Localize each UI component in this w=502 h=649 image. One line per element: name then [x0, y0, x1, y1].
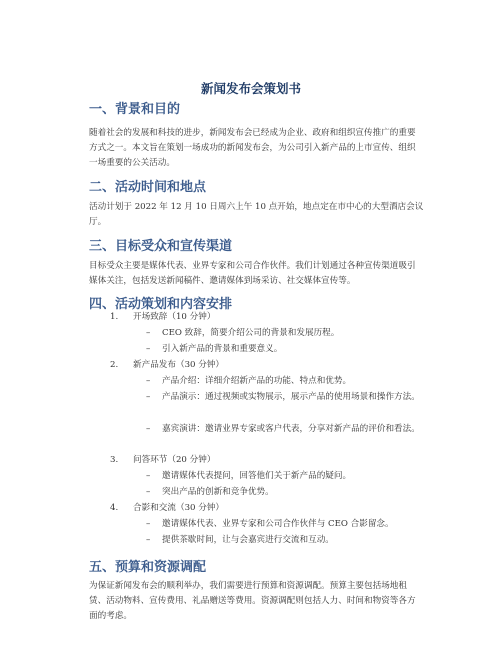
section-body-budget: 为保证新闻发布会的顺利举办，我们需要进行预算和资源调配。预算主要包括场地租赁、活动物料、宣传费用、礼品赠送等费用。资源调配则包括人力、时间和物资等各方面的考虑。 — [89, 581, 416, 621]
dash-bullet: – — [146, 424, 151, 434]
list-item-number: 3. — [110, 455, 119, 465]
list-item-label: 开场致辞（10 分钟） — [133, 312, 216, 322]
list-item-number: 2. — [110, 360, 119, 370]
section-heading-planning: 四、活动策划和内容安排 — [89, 297, 233, 312]
sub-list-item: 嘉宾演讲：邀请业界专家或客户代表，分享对新产品的评价和看法。 — [162, 424, 420, 434]
section-heading-budget: 五、预算和资源调配 — [89, 560, 207, 575]
dash-bullet: – — [146, 392, 151, 402]
section-heading-time-location: 二、活动时间和地点 — [89, 180, 207, 195]
section-heading-background: 一、背景和目的 — [89, 102, 181, 117]
section-body-audience: 目标受众主要是媒体代表、业界专家和公司合作伙伴。我们计划通过各种宣传渠道吸引媒体关注，包括发送新闻稿件、邀请媒体到场采访、社交媒体宣传等。 — [89, 261, 416, 286]
dash-bullet: – — [146, 344, 151, 354]
section-body-background: 随着社会的发展和科技的进步，新闻发布会已经成为企业、政府和组织宣传推广的重要方式之一。本文旨在策划一场成功的新闻发布会，为公司引入新产品的上市宣传、组织一场重要的公关活动。 — [89, 128, 416, 168]
section-heading-audience: 三、目标受众和宣传渠道 — [89, 239, 233, 254]
list-item-label: 新产品发布（30 分钟） — [133, 360, 225, 370]
dash-bullet: – — [146, 487, 151, 497]
sub-list-item: CEO 致辞，简要介绍公司的背景和发展历程。 — [162, 328, 340, 338]
list-item-number: 1. — [110, 312, 119, 322]
sub-list-item: 产品介绍：详细介绍新产品的功能、特点和优势。 — [162, 376, 352, 386]
sub-list-item: 突出产品的创新和竞争优势。 — [162, 487, 274, 497]
dash-bullet: – — [146, 328, 151, 338]
dash-bullet: – — [146, 471, 151, 481]
document-title: 新闻发布会策划书 — [200, 81, 301, 96]
sub-list-item: 产品演示：通过视频或实物展示，展示产品的使用场景和操作方法。 — [162, 392, 420, 402]
sub-list-item: 提供茶歇时间，让与会嘉宾进行交流和互动。 — [162, 535, 334, 545]
dash-bullet: – — [146, 535, 151, 545]
list-item-label: 合影和交流（30 分钟） — [133, 503, 225, 513]
sub-list-item: 引入新产品的背景和重要意义。 — [162, 344, 283, 354]
section-body-time-location: 活动计划于 2022 年 12 月 10 日周六上午 10 点开始，地点定在市中心的大型酒店会议厅。 — [89, 202, 424, 227]
sub-list-item: 邀请媒体代表提问，回答他们关于新产品的疑问。 — [162, 471, 352, 481]
dash-bullet: – — [146, 519, 151, 529]
list-item-number: 4. — [110, 503, 119, 513]
list-item-label: 问答环节（20 分钟） — [133, 455, 216, 465]
dash-bullet: – — [146, 376, 151, 386]
sub-list-item: 邀请媒体代表、业界专家和公司合作伙伴与 CEO 合影留念。 — [162, 519, 394, 529]
